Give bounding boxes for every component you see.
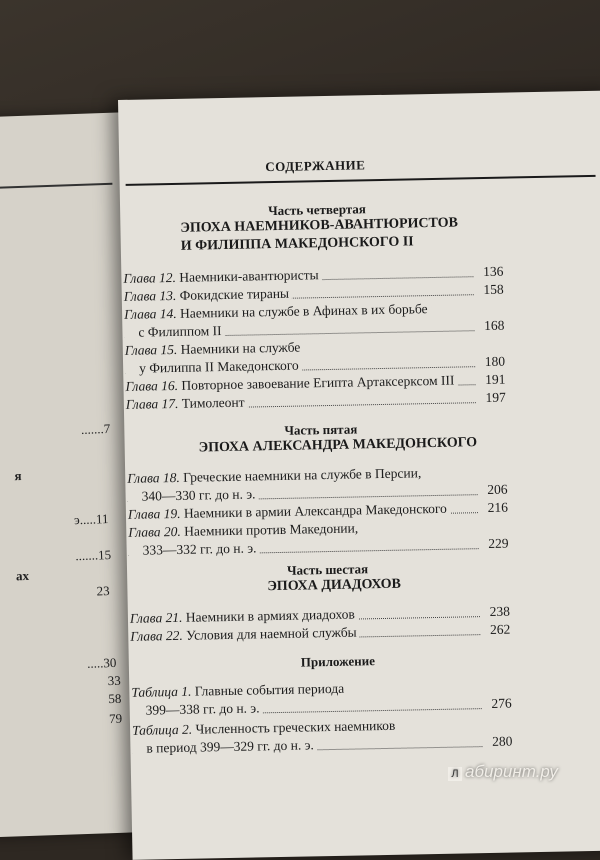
page-number: 197 [483, 389, 506, 407]
entry-title: Фокидские тираны [179, 285, 290, 303]
chapter-label: Таблица 1. [131, 683, 192, 700]
labirint-watermark [448, 762, 558, 782]
chapter-label: Глава 12. [123, 269, 177, 286]
left-fragment: 33 [107, 672, 121, 689]
part-title: Приложение [300, 653, 376, 670]
chapter-label: Глава 22. [130, 627, 183, 644]
toc-entry [131, 677, 512, 720]
page-number: 280 [490, 733, 513, 751]
entry-title: Главные события периода [194, 680, 345, 699]
chapter-label: Глава 19. [127, 505, 181, 522]
chapter-label: Глава 16. [125, 377, 179, 394]
left-fragment: я [14, 468, 22, 484]
chapter-label: Глава 15. [124, 341, 178, 358]
toc-entry [128, 517, 509, 560]
left-fragment: .....30 [86, 654, 117, 671]
left-fragment: 58 [108, 690, 122, 707]
page-number: 206 [485, 481, 508, 499]
left-page-rule [0, 183, 112, 190]
era-heading: ЭПОХА ДИАДОХОВ [267, 576, 402, 595]
entry-title-cont: 399—338 гг. до н. э. [132, 700, 263, 718]
part-title: Часть четвертая [268, 201, 367, 219]
toc-entry [132, 715, 513, 758]
header-rule [126, 175, 596, 186]
chapter-label: Глава 20. [128, 523, 181, 540]
entry-title-cont: у Филиппа II Македонского [125, 358, 302, 376]
entry-title-cont: 333—332 гг. до н. э. [129, 540, 260, 558]
left-fragment: ах [15, 567, 30, 584]
page-number: 136 [481, 263, 504, 281]
chapter-label: Глава 13. [123, 287, 177, 304]
left-fragment: 23 [96, 583, 110, 599]
page-number: 180 [483, 353, 506, 371]
entry-title: Наемники-авантюристы [179, 267, 319, 285]
running-header: СОДЕРЖАНИЕ [265, 157, 366, 175]
page-number: 158 [481, 281, 504, 299]
chapter-label: Глава 17. [125, 395, 179, 412]
entry-title: Наемники против Македонии, [184, 520, 359, 539]
page-number: 276 [489, 695, 512, 713]
era-heading: ЭПОХА НАЕМНИКОВ-АВАНТЮРИСТОВ [180, 215, 459, 236]
chapter-label: Глава 18. [127, 469, 180, 486]
chapter-label: Таблица 2. [131, 721, 193, 738]
page-number: 191 [483, 371, 506, 389]
page-number: 262 [488, 621, 511, 639]
entry-title-cont: с Филиппом II [124, 323, 224, 340]
page-number: 216 [485, 499, 508, 517]
contents-page [118, 90, 600, 859]
part-title: Часть шестая [286, 561, 369, 578]
part-title: Часть пятая [284, 421, 358, 438]
left-fragment: э.....11 [73, 511, 109, 528]
chapter-label: Глава 14. [123, 305, 177, 322]
entry-title: Наемники на службе [180, 339, 301, 357]
entry-title: Наемники на службе в Афинах в их борьбе [179, 301, 428, 321]
page-number: 238 [487, 603, 510, 621]
entry-title: Тимолеонт [181, 394, 245, 411]
entry-title: Численность греческих наемников [195, 717, 396, 737]
entry-title: Греческие наемники на службе в Персии, [183, 465, 422, 485]
entry-title-cont: 340—330 гг. до н. э. [127, 486, 258, 504]
left-fragment: .......15 [75, 546, 112, 564]
chapter-label: Глава 21. [129, 609, 183, 626]
era-heading: И ФИЛИППА МАКЕДОНСКОГО II [180, 234, 414, 254]
entry-title: Повторное завоевание Египта Артаксерксом III [181, 372, 455, 393]
entry-title: Наемники в армии Александра Македонского [183, 500, 447, 521]
page-number: 168 [482, 317, 505, 335]
entry-title: Условия для наемной службы [186, 624, 357, 643]
entry-title: Наемники в армиях диадохов [185, 606, 355, 625]
left-fragment: 79 [108, 710, 123, 727]
watermark-text: абиринт.ру [465, 762, 558, 781]
entry-title-cont: в период 399—329 гг. до н. э. [132, 737, 317, 756]
page-number: 229 [486, 535, 509, 553]
era-heading: ЭПОХА АЛЕКСАНДРА МАКЕДОНСКОГО [198, 435, 478, 456]
labirint-logo-icon: Л [448, 767, 462, 781]
left-fragment: .......7 [80, 420, 111, 437]
